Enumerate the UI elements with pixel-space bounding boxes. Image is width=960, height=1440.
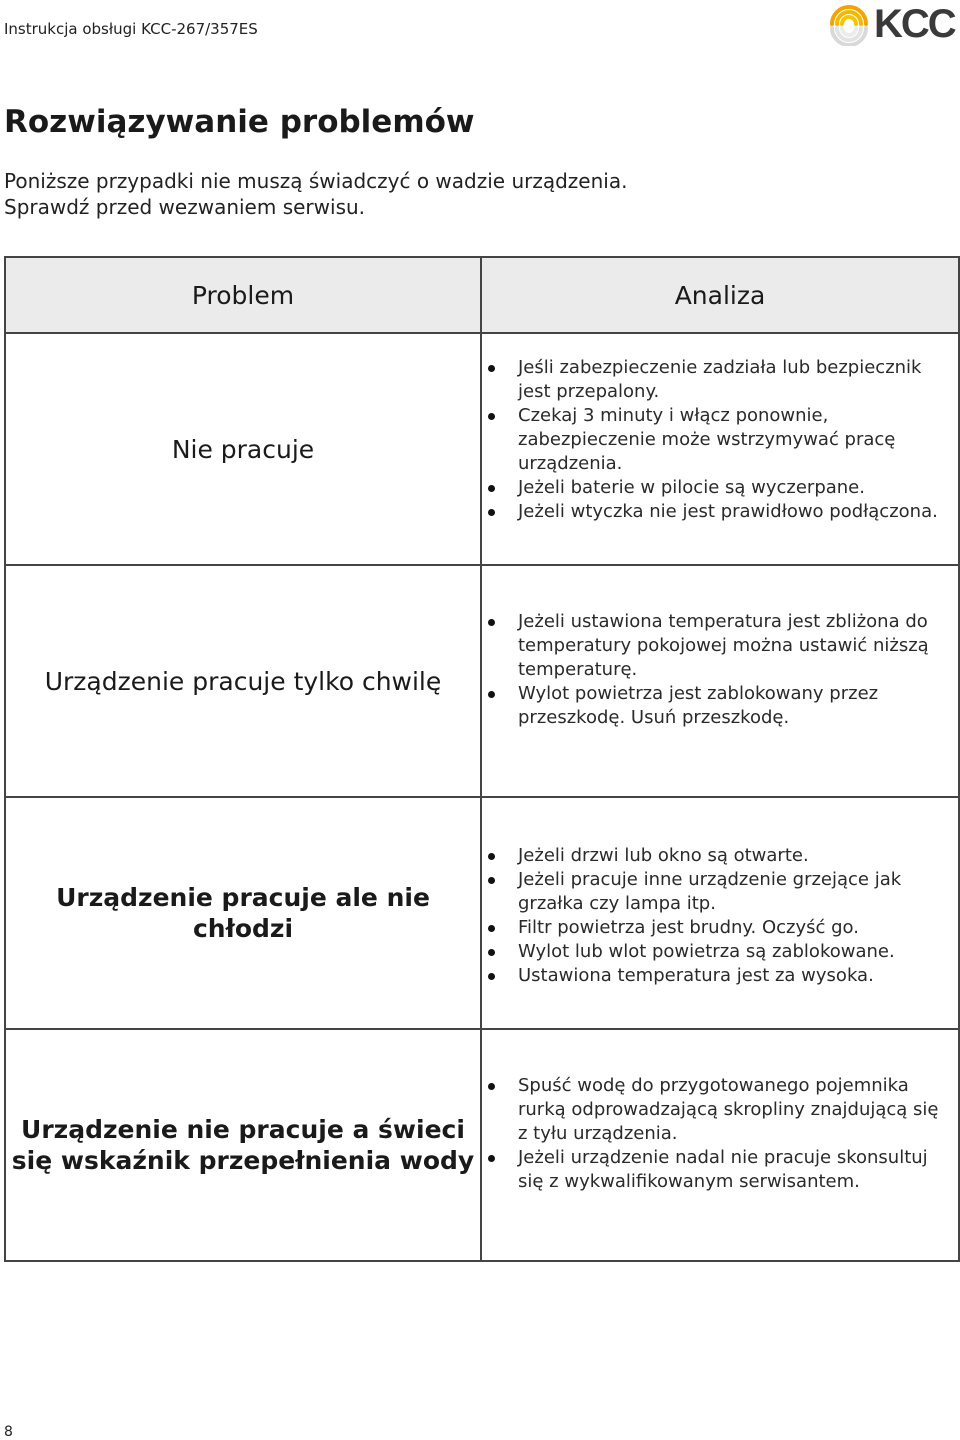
- analysis-item: Jeżeli drzwi lub okno są otwarte.: [518, 844, 952, 868]
- analysis-cell: [481, 1029, 959, 1261]
- analysis-list: [482, 566, 958, 730]
- kcc-logo: [826, 2, 956, 46]
- intro-text: [4, 168, 904, 220]
- analysis-item: Spuść wodę do przygotowanego pojemnika rurką odprowadzającą skropliny znajdującą się z tyłu urządzenia.: [518, 1074, 952, 1146]
- troubleshooting-table: [4, 256, 960, 1262]
- table-row: [5, 797, 959, 1029]
- analysis-item: Wylot lub wlot powietrza są zablokowane.: [518, 940, 952, 964]
- analysis-list: [482, 1030, 958, 1194]
- analysis-item: Jeżeli wtyczka nie jest prawidłowo podłączona.: [518, 500, 952, 524]
- analysis-cell: [481, 333, 959, 565]
- table-row: [5, 565, 959, 797]
- analysis-item: Jeżeli ustawiona temperatura jest zbliżona do temperatury pokojowej można ustawić niższą temperaturę.: [518, 610, 952, 682]
- table-row: [5, 333, 959, 565]
- document-header-title: Instrukcja obsługi KCC-267/357ES: [4, 20, 258, 38]
- intro-line: Poniższe przypadki nie muszą świadczyć o wadzie urządzenia.: [4, 169, 628, 193]
- problem-cell: Urządzenie pracuje tylko chwilę: [5, 565, 481, 797]
- column-header-analysis: Analiza: [481, 257, 959, 333]
- analysis-list: [482, 334, 958, 524]
- intro-line: Sprawdź przed wezwaniem serwisu.: [4, 195, 366, 219]
- page-title: Rozwiązywanie problemów: [4, 104, 475, 140]
- page-number: 8: [4, 1424, 13, 1440]
- table-row: [5, 1029, 959, 1261]
- problem-cell: Urządzenie nie pracuje a świeci się wskaźnik przepełnienia wody: [5, 1029, 481, 1261]
- analysis-item: Jeżeli baterie w pilocie są wyczerpane.: [518, 476, 952, 500]
- problem-cell: Nie pracuje: [5, 333, 481, 565]
- analysis-item: Wylot powietrza jest zablokowany przez przeszkodę. Usuń przeszkodę.: [518, 682, 952, 730]
- kcc-logo-icon: [826, 2, 872, 46]
- analysis-cell: [481, 565, 959, 797]
- analysis-item: Ustawiona temperatura jest za wysoka.: [518, 964, 952, 988]
- kcc-logo-text: KCC: [874, 2, 955, 46]
- analysis-cell: [481, 797, 959, 1029]
- problem-cell: Urządzenie pracuje ale nie chłodzi: [5, 797, 481, 1029]
- analysis-item: Jeżeli pracuje inne urządzenie grzejące jak grzałka czy lampa itp.: [518, 868, 952, 916]
- table-header-row: [5, 257, 959, 333]
- column-header-problem: Problem: [5, 257, 481, 333]
- analysis-item: Jeżeli urządzenie nadal nie pracuje skonsultuj się z wykwalifikowanym serwisantem.: [518, 1146, 952, 1194]
- analysis-list: [482, 798, 958, 988]
- analysis-item: Filtr powietrza jest brudny. Oczyść go.: [518, 916, 952, 940]
- analysis-item: Jeśli zabezpieczenie zadziała lub bezpiecznik jest przepalony.: [518, 356, 952, 404]
- analysis-item: Czekaj 3 minuty i włącz ponownie, zabezpieczenie może wstrzymywać pracę urządzenia.: [518, 404, 952, 476]
